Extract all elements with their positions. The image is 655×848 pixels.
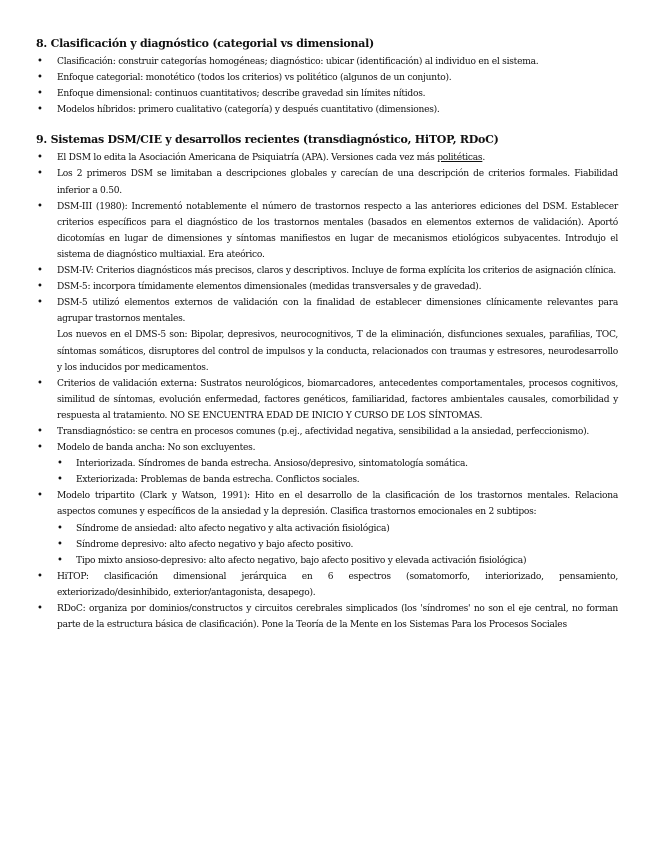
apa-text: El DSM lo edita la Asociación Americana de Psiquiatría (APA). Versiones cada vez más — [57, 153, 438, 164]
section-8-list — [36, 54, 618, 118]
list-item-rdoc: • RDoC: organiza por dominios/constructos y circuitos cerebrales simplicados (los 'síndromes' no son el eje central, no forman parte de la estructura básica de clasificación). Pone la Teoría de la Mente en los Sistemas Para los Procesos Sociales — [36, 601, 618, 633]
sub-item-depressive-syndrome: • Síndrome depresivo: alto afecto negativo y bajo afecto positivo. — [36, 537, 618, 553]
sub-item-externalized: • Exteriorizada: Problemas de banda estrecha. Conflictos sociales. — [36, 472, 618, 488]
list-item-dsm-iv: • DSM-IV: Criterios diagnósticos más precisos, claros y descriptivos. Incluye de forma explícita los criterios de asignación clínica. — [36, 263, 618, 279]
list-item-tripartite-model: • Modelo tripartito (Clark y Watson, 1991): Hito en el desarrollo de la clasificación de los trastornos mentales. Relaciona aspectos comunes y específicos de la ansiedad y la depresión. Clasifica trastornos emocionales en 2 subtipos: — [36, 488, 618, 520]
list-item: • Clasificación: construir categorías homogéneas; diagnóstico: ubicar (identificación) al individuo en el sistema. — [36, 54, 618, 70]
list-item-dsm-5-dimensional: • DSM-5: incorpora tímidamente elementos dimensionales (medidas transversales y de gravedad). — [36, 279, 618, 295]
dsm-5-new-disorders-text: Los nuevos en el DMS-5 son: Bipolar, depresivos, neurocognitivos, T de la eliminación, disfunciones sexuales, parafilias, TOC, síntomas somáticos, disruptores del control de impulsos y la conducta, relacionados con traumas y estresores, neurodesarrollo y los inducidos por medicamentos. — [57, 330, 618, 373]
politeticas-link[interactable]: politéticas — [437, 153, 483, 164]
apa-end: . — [482, 153, 485, 164]
sub-item-internalized: • Interiorizada. Síndromes de banda estrecha. Ansioso/depresivo, sintomatología somática. — [36, 456, 618, 472]
list-item-apa — [36, 150, 618, 166]
section-9-heading: 9. Sistemas DSM/CIE y desarrollos recientes (transdiagnóstico, HiTOP, RDoC) — [36, 133, 499, 147]
list-item: • Enfoque categorial: monotético (todos los criterios) vs politético (algunos de un conjunto). — [36, 70, 618, 86]
dsm-5-validation-text: • DSM-5 utilizó elementos externos de validación con la finalidad de establecer dimensiones clínicamente relevantes para agrupar trastornos mentales. — [57, 298, 618, 325]
list-item-dsm-1-2: • Los 2 primeros DSM se limitaban a descripciones globales y carecían de una descripción de criterios formales. Fiabilidad inferior a 0.50. — [36, 166, 618, 198]
list-item-hitop: • HiTOP: clasificación dimensional jerárquica en 6 espectros (somatomorfo, interiorizado, pensamiento, exteriorizado/desinhibido, exterior/antagonista, desapego). — [36, 569, 618, 601]
sub-item-mixed-type: • Tipo mixto ansioso-depresivo: alto afecto negativo, bajo afecto positivo y elevada activación fisiológica) — [36, 553, 618, 569]
list-item: • Enfoque dimensional: continuos cuantitativos; describe gravedad sin límites nítidos. — [36, 86, 618, 102]
section-9-list — [36, 150, 618, 633]
list-item-dsm-5-validation — [36, 295, 618, 375]
sub-item-anxiety-syndrome: • Síndrome de ansiedad: alto afecto negativo y alta activación fisiológica) — [36, 521, 618, 537]
list-item-dsm-iii: • DSM-III (1980): Incrementó notablemente el número de trastornos respecto a las anteriores ediciones del DSM. Establecer criterios específicos para el diagnóstico de los trastornos mentales (basados en elementos externos de validación). Aportó dicotomías en lugar de dimensiones y síntomas manifiestos en lugar de mecanismos etiológicos subyacentes. Introdujo el sistema de diagnóstico multiaxial. Era ateórico. — [36, 199, 618, 263]
list-item-broadband-model: • Modelo de banda ancha: No son excluyentes. — [36, 440, 618, 456]
list-item-transdiagnostic: • Transdiagnóstico: se centra en procesos comunes (p.ej., afectividad negativa, sensibilidad a la ansiedad, perfeccionismo). — [36, 424, 618, 440]
list-item-external-validation: • Criterios de validación externa: Sustratos neurológicos, biomarcadores, antecedentes comportamentales, procesos cognitivos, similitud de síntomas, evolución enfermedad, factores genéticos, familiaridad, factores ambientales causales, comorbilidad y respuesta al tratamiento. NO SE ENCUENTRA EDAD DE INICIO Y CURSO DE LOS SÍNTOMAS. — [36, 376, 618, 424]
list-item: • Modelos híbridos: primero cualitativo (categoría) y después cuantitativo (dimensiones). — [36, 102, 618, 118]
section-8-heading: 8. Clasificación y diagnóstico (categorial vs dimensional) — [36, 37, 374, 50]
